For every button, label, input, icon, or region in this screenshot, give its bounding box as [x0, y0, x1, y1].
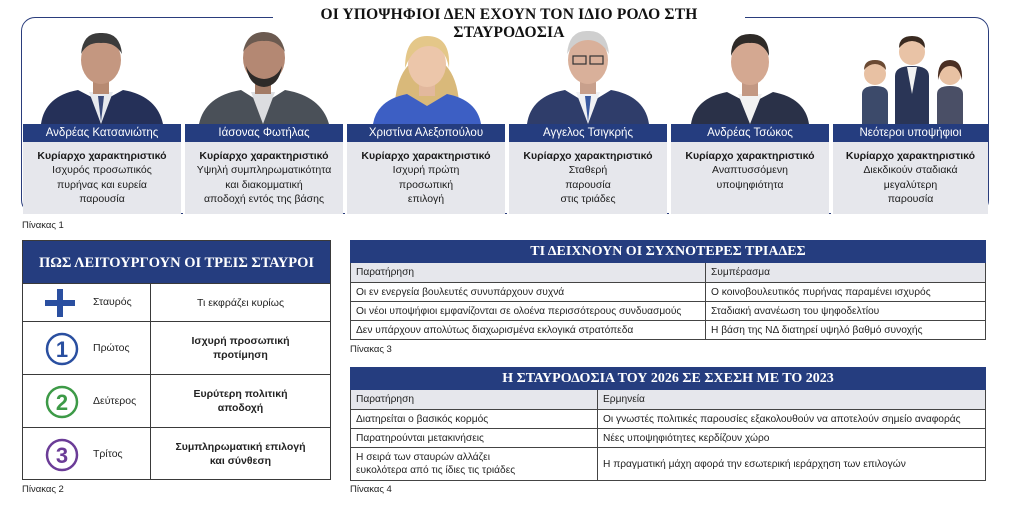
trait-desc-line: παρουσία	[565, 178, 611, 191]
table-cell: Νέες υποψηφιότητες κερδίζουν χώρο	[597, 429, 985, 447]
trait-desc-line: Ισχυρή πρώτη	[392, 164, 460, 176]
candidate-photo	[185, 24, 343, 124]
candidate-card	[23, 24, 181, 214]
trait-desc-line: Ισχυρός προσωπικός	[52, 164, 152, 176]
table-cell: Οι εν ενεργεία βουλευτές συνυπάρχουν συχνά	[356, 286, 565, 298]
candidates-row	[23, 24, 988, 214]
table-row	[23, 321, 330, 374]
panel-title: ΟΙ ΥΠΟΨΗΦΙΟΙ ΔΕΝ ΕΧΟΥΝ ΤΟΝ ΙΔΙΟ ΡΟΛΟ ΣΤΗ ΣΤΑΥΡΟΔΟΣΙΑ	[273, 6, 745, 28]
candidate-photo	[671, 24, 829, 124]
table-title: Η ΣΤΑΥΡΟΔΟΣΙΑ ΤΟΥ 2026 ΣΕ ΣΧΕΣΗ ΜΕ ΤΟ 2023	[350, 367, 986, 390]
trait-desc-line: στις τριάδες	[560, 193, 616, 205]
candidate-card	[347, 24, 505, 214]
column-header: Ερμηνεία	[597, 390, 985, 409]
cross-meaning	[151, 322, 330, 374]
cell-line: ευκολότερα από τις ίδιες τις τριάδες	[356, 465, 516, 476]
meaning-line: Ισχυρή προσωπική	[191, 335, 290, 347]
trait-desc-line: παρουσία	[79, 193, 125, 205]
column-header: Παρατήρηση	[356, 267, 415, 278]
table-row	[351, 409, 985, 428]
meaning-line: αποδοχή	[217, 402, 264, 414]
column-label: Σταυρός	[93, 296, 132, 308]
meaning-line: Συμπληρωματική επιλογή	[175, 440, 306, 453]
candidate-photo	[347, 24, 505, 124]
table-cell: Ο κοινοβουλευτικός πυρήνας παραμένει ισχυρός	[705, 283, 985, 301]
table-row	[351, 447, 985, 480]
table-row	[351, 301, 985, 320]
candidate-card	[671, 24, 829, 214]
table-cell: Οι γνωστές πολιτικές παρουσίες εξακολουθούν να αποτελούν σημείο αναφοράς	[597, 410, 985, 428]
candidate-card	[509, 24, 667, 214]
candidate-name: Νεότεροι υποψήφιοι	[833, 124, 988, 142]
trait-desc-line: και διακομματική	[225, 178, 303, 191]
meaning-line: και σύνθεση	[209, 454, 272, 467]
cross-label: Πρώτος	[93, 342, 130, 354]
column-header: Συμπέρασμα	[705, 263, 985, 282]
candidate-trait	[23, 142, 181, 214]
trait-label: Κυρίαρχο χαρακτηριστικό	[199, 150, 329, 162]
cross-meaning	[151, 428, 330, 479]
table-caption: Πίνακας 4	[350, 484, 392, 495]
candidate-trait	[671, 142, 829, 214]
table-cell: Παρατηρούνται μετακινήσεις	[356, 432, 484, 444]
comparison-table	[350, 367, 986, 481]
trait-label: Κυρίαρχο χαρακτηριστικό	[361, 150, 491, 162]
table-cell: Οι νέοι υποψήφιοι εμφανίζονται σε ολοένα περισσότερους συνδυασμούς	[356, 305, 682, 317]
meaning-line: Ευρύτερη πολιτική	[193, 388, 288, 400]
candidate-trait	[347, 142, 505, 214]
candidate-name: Αγγελος Τσιγκρής	[509, 124, 667, 142]
trait-label: Κυρίαρχο χαρακτηριστικό	[845, 150, 976, 162]
svg-text:2: 2	[55, 390, 69, 415]
trait-desc-line: παρουσία	[887, 193, 934, 205]
trait-label: Κυρίαρχο χαρακτηριστικό	[685, 150, 815, 162]
number-2-icon	[45, 385, 79, 419]
candidate-trait	[509, 142, 667, 214]
table-grid	[350, 390, 986, 481]
table-header-row	[351, 263, 985, 282]
table-caption: Πίνακας 1	[22, 220, 64, 231]
table-cell: Διατηρείται ο βασικός κορμός	[356, 413, 489, 425]
number-3-icon	[45, 438, 79, 472]
cross-label: Τρίτος	[93, 448, 123, 460]
trait-desc-line: προσωπική	[398, 178, 454, 191]
trait-desc-line: υποψηφιότητα	[716, 178, 784, 191]
table-title: ΠΩΣ ΛΕΙΤΟΥΡΓΟΥΝ ΟΙ ΤΡΕΙΣ ΣΤΑΥΡΟΙ	[23, 241, 330, 283]
table-cell: Η βάση της ΝΔ διατηρεί υψηλό βαθμό συνοχής	[705, 321, 985, 339]
trait-desc-line: μεγαλύτερη	[883, 178, 938, 191]
triads-table	[350, 240, 986, 341]
candidate-name: Χριστίνα Αλεξοπούλου	[347, 124, 505, 142]
candidate-photo	[509, 24, 667, 124]
table-cell	[351, 448, 597, 480]
trait-desc-line: Διεκδικούν σταδιακά	[863, 164, 958, 176]
candidate-name: Ιάσονας Φωτήλας	[185, 124, 343, 142]
table-title: ΤΙ ΔΕΙΧΝΟΥΝ ΟΙ ΣΥΧΝΟΤΕΡΕΣ ΤΡΙΑΔΕΣ	[350, 240, 986, 263]
table-cell: Δεν υπάρχουν απολύτως διαχωρισμένα εκλογικά στρατόπεδα	[356, 324, 634, 336]
candidate-card	[833, 24, 988, 214]
table-cell: Η πραγματική μάχη αφορά την εσωτερική ιεράρχηση των επιλογών	[597, 448, 985, 480]
column-header: Παρατήρηση	[356, 394, 415, 405]
table-row	[351, 282, 985, 301]
meaning-line: προτίμηση	[213, 349, 268, 361]
cross-meaning	[151, 375, 330, 427]
candidate-name: Ανδρέας Τσώκος	[671, 124, 829, 142]
cross-label: Δεύτερος	[93, 395, 137, 407]
candidate-trait	[185, 142, 343, 214]
trait-label: Κυρίαρχο χαρακτηριστικό	[37, 150, 167, 162]
table-row	[23, 374, 330, 427]
trait-desc-line: επιλογή	[407, 193, 445, 205]
table-row	[351, 320, 985, 339]
svg-text:3: 3	[55, 443, 69, 468]
crosses-table	[22, 240, 331, 480]
column-label: Τι εκφράζει κυρίως	[196, 296, 285, 309]
table-grid	[350, 263, 986, 340]
trait-desc-line: Αναπτυσσόμενη	[712, 164, 788, 176]
cross-icon	[45, 289, 75, 317]
candidate-card	[185, 24, 343, 214]
trait-label: Κυρίαρχο χαρακτηριστικό	[523, 150, 653, 162]
number-1-icon	[45, 332, 79, 366]
table-row	[351, 428, 985, 447]
table-caption: Πίνακας 3	[350, 344, 392, 355]
table-caption: Πίνακας 2	[22, 484, 64, 495]
trait-desc-line: αποδοχή εντός της βάσης	[203, 193, 325, 205]
cell-line: Η σειρά των σταυρών αλλάζει	[356, 452, 490, 463]
svg-text:1: 1	[55, 337, 69, 362]
trait-desc-line: πυρήνας και ευρεία	[56, 178, 148, 191]
table-cell: Σταδιακή ανανέωση του ψηφοδελτίου	[705, 302, 985, 320]
table-header-row	[23, 283, 330, 321]
candidate-photo	[23, 24, 181, 124]
trait-desc-line: Σταθερή	[568, 164, 608, 176]
table-row	[23, 427, 330, 479]
figurines-illustration	[833, 24, 988, 124]
table-header-row	[351, 390, 985, 409]
candidate-trait	[833, 142, 988, 214]
candidate-name: Ανδρέας Κατσανιώτης	[23, 124, 181, 142]
trait-desc-line: Υψηλή συμπληρωματικότητα	[196, 164, 332, 176]
